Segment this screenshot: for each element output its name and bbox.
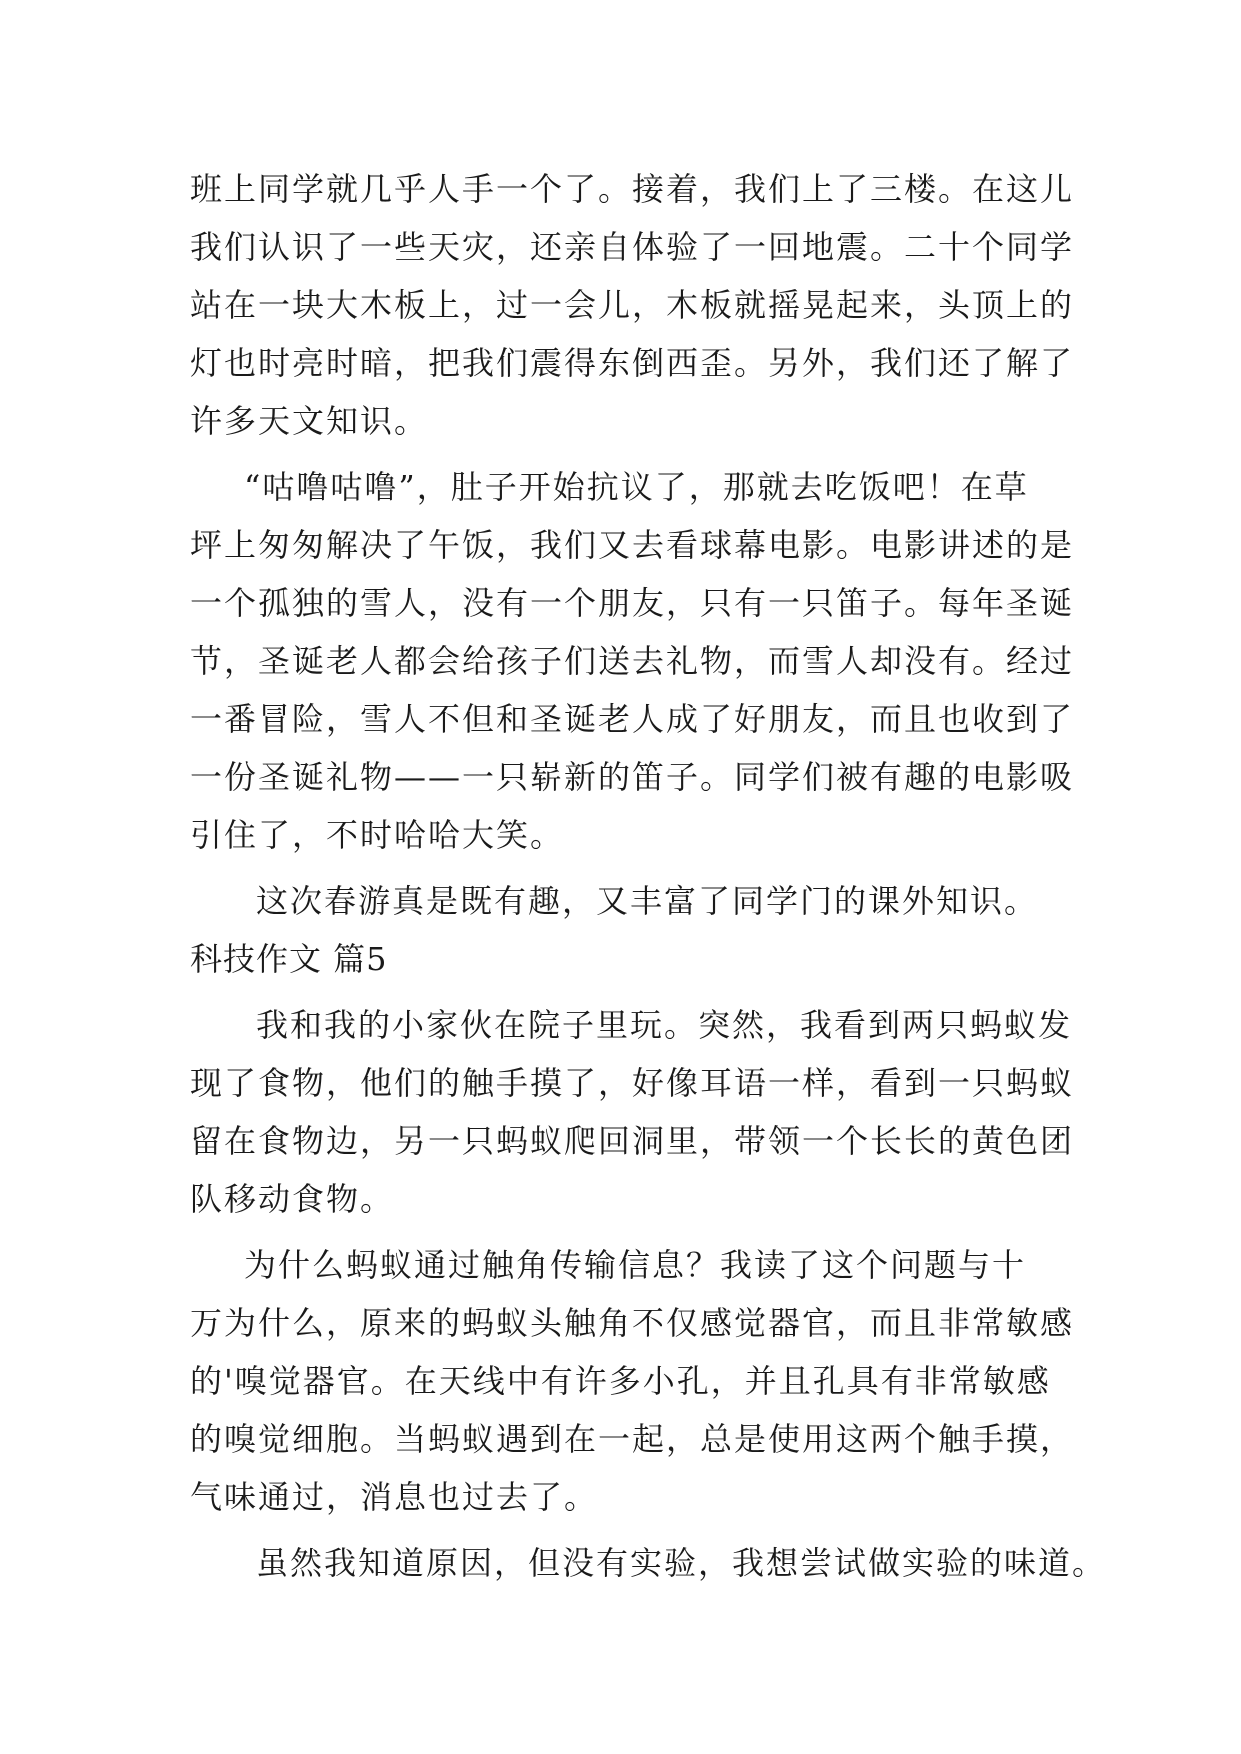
paragraph-line: 万为什么，原来的蚂蚁头触角不仅感觉器官，而且非常敏感: [190, 1304, 1075, 1342]
paragraph-gap: [190, 988, 1070, 996]
paragraph-line: 现了食物，他们的触手摸了，好像耳语一样，看到一只蚂蚁: [190, 1064, 1075, 1102]
paragraph-line: 的嗅觉细胞。当蚂蚁遇到在一起，总是使用这两个触手摸，: [190, 1420, 1075, 1458]
paragraph-line: 一番冒险，雪人不但和圣诞老人成了好朋友，而且也收到了: [190, 700, 1075, 738]
paragraph-line: 一个孤独的雪人，没有一个朋友，只有一只笛子。每年圣诞: [190, 584, 1075, 622]
paragraph-line: 气味通过，消息也过去了。: [190, 1478, 599, 1516]
paragraph-line: 队移动食物。: [190, 1180, 395, 1218]
paragraph-line: 为什么蚂蚁通过触角传输信息？我读了这个问题与十: [244, 1246, 1027, 1284]
paragraph-line: 站在一块大木板上，过一会儿，木板就摇晃起来，头顶上的: [190, 286, 1075, 324]
paragraph-line: 灯也时亮时暗，把我们震得东倒西歪。另外，我们还了解了: [190, 344, 1075, 382]
paragraph-gap: [190, 450, 1070, 458]
paragraph-line: “咕噜咕噜”，肚子开始抗议了，那就去吃饭吧！在草: [244, 468, 1029, 506]
paragraph-line: 一份圣诞礼物——一只崭新的笛子。同学们被有趣的电影吸: [190, 758, 1075, 796]
paragraph-line: 节，圣诞老人都会给孩子们送去礼物，而雪人却没有。经过: [190, 642, 1075, 680]
paragraph-gap: [190, 864, 1070, 872]
paragraph-line: 的'嗅觉器官。在天线中有许多小孔，并且孔具有非常敏感: [190, 1362, 1051, 1400]
paragraph-gap: [190, 1228, 1070, 1236]
paragraph-line: 许多天文知识。: [190, 402, 429, 440]
section-heading: 科技作文 篇5: [190, 940, 388, 978]
paragraph-line: 坪上匆匆解决了午饭，我们又去看球幕电影。电影讲述的是: [190, 526, 1075, 564]
paragraph-line: 这次春游真是既有趣，又丰富了同学门的课外知识。: [256, 882, 1039, 920]
paragraph-line: 虽然我知道原因，但没有实验，我想尝试做实验的味道。: [256, 1544, 1107, 1582]
paragraph-line: 班上同学就几乎人手一个了。接着，我们上了三楼。在这儿: [190, 170, 1075, 208]
paragraph-line: 留在食物边，另一只蚂蚁爬回洞里，带领一个长长的黄色团: [190, 1122, 1075, 1160]
paragraph-gap: [190, 1526, 1070, 1534]
paragraph-line: 我们认识了一些天灾，还亲自体验了一回地震。二十个同学: [190, 228, 1075, 266]
paragraph-line: 引住了，不时哈哈大笑。: [190, 816, 565, 854]
document-body: [190, 160, 1107, 1592]
paragraph-line: 我和我的小家伙在院子里玩。突然，我看到两只蚂蚁发: [256, 1006, 1073, 1044]
